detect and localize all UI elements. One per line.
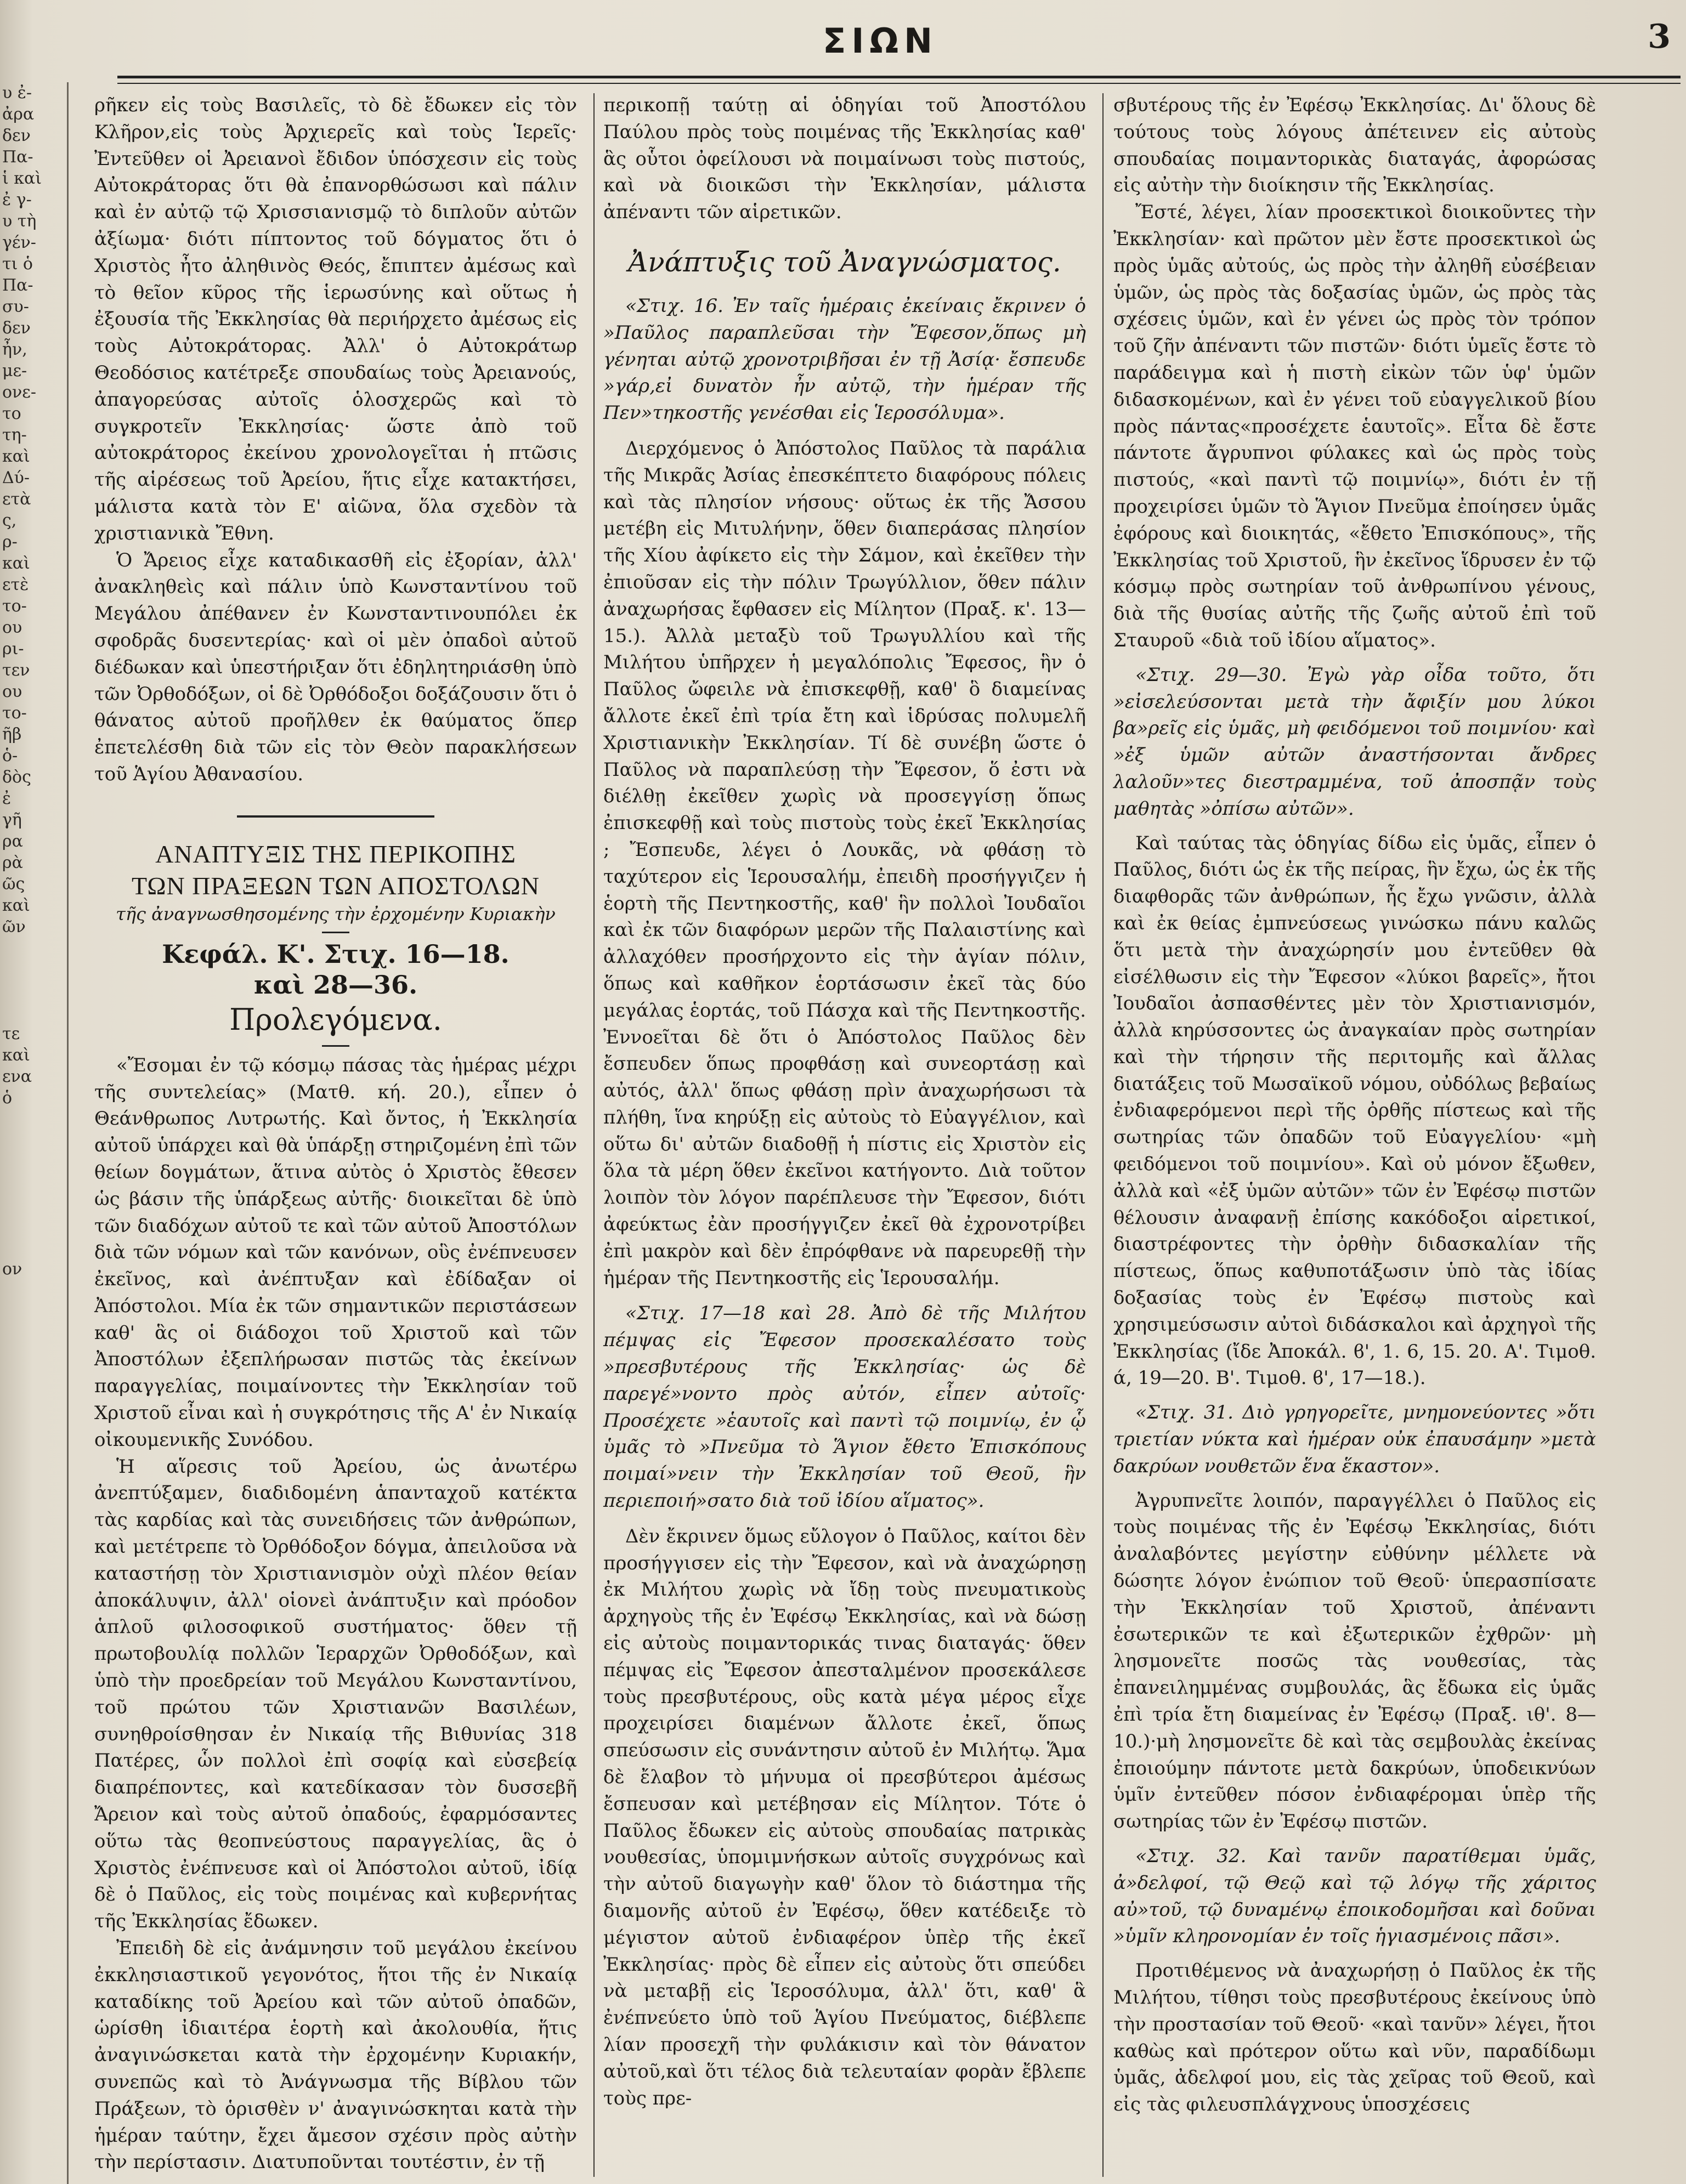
column-3: [1113, 92, 1596, 2118]
divider-dash: [322, 1045, 349, 1047]
gutter-fragment: [2, 1408, 67, 1429]
gutter-fragment: [2, 938, 67, 959]
gutter-fragment: [2, 1387, 67, 1408]
gutter-fragment: ῆβ: [2, 725, 22, 744]
gutter-fragment: ετὲ: [2, 575, 29, 594]
gutter-fragment: ετὰ: [2, 490, 31, 509]
gutter-fragment: ῶς: [2, 875, 25, 894]
scripture-quote: «Στιχ. 29—30. Ἐγὼ γὰρ οἶδα τοῦτο, ὅτι »εἰσελεύσονται μετὰ τὴν ἄφιξίν μου λύκοι βα»ρεῖς εἰς ὑμᾶς, μὴ φειδόμενοι τοῦ ποιμνίου· καὶ »ἐξ ὑμῶν αὐτῶν ἀναστήσονται ἄνδρες λαλοῦν»τες διεστραμμένα, τοῦ ἀποσπᾷν τοὺς μαθητὰς »ὀπίσω αὐτῶν».: [1113, 663, 1596, 820]
gutter-fragment: με-: [2, 361, 27, 381]
paragraph: Διερχόμενος ὁ Ἀπόστολος Παῦλος τὰ παράλια τῆς Μικρᾶς Ἀσίας ἐπεσκέπτετο διαφόρους πόλεις καὶ τὰς πλησίον νήσους· οὕτως ἐκ τῆς Ἄσσου μετέβη εἰς Μιτυλήνην, ὅθεν διαπεράσας πλησίον τῆς Χίου ἀφίκετο εἰς τὴν Σάμον, καὶ ἐκεῖθεν τὴν ἐπιοῦσαν εἰς τὴν πόλιν Τρωγύλλιον, ὅθεν πάλιν ἀναχωρήσας ἔφθασεν εἰς Μίλητον (Πραξ. κ'. 13—15.). Ἀλλὰ μεταξὺ τοῦ Τρωγυλλίου καὶ τῆς Μιλήτου ὑπῆρχεν ἡ μεγαλόπολις Ἔφεσος, ἣν ὁ Παῦλος ὤφειλε νὰ ἐπισκεφθῇ, καθ' ὃ διαμείνας ἄλλοτε ἐκεῖ ἐπὶ τρία ἔτη καὶ ἱδρύσας πολυμελῆ Χριστιανικὴν Ἐκκλησίαν. Τί δὲ συνέβη ὥστε ὁ Παῦλος νὰ παραπλεύσῃ τὴν Ἔφεσον, ὅ ἐστι νὰ διέλθῃ ἐκεῖθεν χωρὶς νὰ προσεγγίσῃ ὅπως ἐπισκεφθῇ καὶ τοὺς πιστοὺς τοὺς ἐκεῖ Ἐκκλησίας ; Ἔσπευδε, λέγει ὁ Λουκᾶς, νὰ φθάσῃ τὸ ταχύτερον εἰς Ἱερουσαλήμ, ἐπειδὴ προσήγγιζεν ἡ ἑορτὴ τῆς Πεντηκοστῆς, καθ' ἣν πολλοὶ Ἰουδαῖοι καὶ ἐκ τῶν διαφόρων μερῶν τῆς Παλαιστίνης καὶ ἀλλαχόθεν προσήρχοντο εἰς τὴν ἁγίαν πόλιν, ὅπως καὶ καθῆκον ἑορτάσωσιν ἐκεῖ τὰς δύο μεγάλας ἑορτάς, τοῦ Πάσχα καὶ τῆς Πεντηκοστῆς. Ἐννοεῖται δὲ ὅτι ὁ Ἀπόστολος Παῦλος δὲν ἔσπευδεν ὅπως προφθάσῃ καὶ συνεορτάσῃ καὶ αὐτός, ἀλλ' ὅπως φθάσῃ πρὶν ἀναχωρήσωσι τὰ πλήθη, ἵνα κηρύξῃ εἰς αὐτοὺς τὸ Εὐαγγέλιον, καὶ οὕτω δι' αὐτῶν διαδοθῇ ἡ πίστις εἰς Χριστὸν εἰς ὅλα τὰ μέρη ὅθεν ἐκεῖνοι κατήγοντο. Διὰ τοῦτον λοιπὸν τὸν λόγον παρέπλευσε τὴν Ἔφεσον, διότι ἀφεύκτως ἐὰν προσήγγιζεν ἐκεῖ θὰ ἐχρονοτρίβει ἐπὶ μακρὸν καὶ δὲν ἐπρόφθανε νὰ παρευρεθῇ τὴν ἡμέραν τῆς Πεντηκοστῆς εἰς Ἱερουσαλήμ.: [603, 437, 1086, 1289]
gutter-fragment: [2, 980, 67, 1002]
scripture-quote: «Στιχ. 16. Ἐν ταῖς ἡμέραις ἐκείναις ἔκρινεν ὁ »Παῦλος παραπλεῦσαι τὴν Ἔφεσον,ὅπως μὴ γένηται αὐτῷ χρονοτριβῆσαι ἐν τῇ Ἀσίᾳ· ἔσπευδε »γάρ,εἰ δυνατὸν ἦν αὐτῷ, τὴν ἡμέραν τῆς Πεν»τηκοστῆς γενέσθαι εἰς Ἱεροσόλυμα».: [603, 294, 1086, 424]
gutter-fragment: Πα-: [2, 276, 33, 295]
gutter-fragment: ου: [2, 618, 22, 637]
gutter-fragment: ρὰ: [2, 853, 23, 872]
paragraph: Δὲν ἔκρινεν ὅμως εὔλογον ὁ Παῦλος, καίτοι δὲν προσήγγισεν εἰς τὴν Ἔφεσον, καὶ νὰ ἀναχώρησῃ ἐκ Μιλήτου χωρὶς νὰ ἴδῃ τοὺς πνευματικοὺς ἀρχηγοὺς τῆς ἐν Ἐφέσῳ Ἐκκλησίας, καὶ νὰ δώσῃ εἰς αὐτοὺς ποιμαντορικάς τινας διαταγάς· ὅθεν πέμψας εἰς Ἔφεσον ἀπεσταλμένον προσεκάλεσε τοὺς πρεσβυτέρους, οὓς κατὰ μέγα μέρος εἶχε προχειρίσει διαμένων ἄλλοτε ἐκεῖ, ὅπως σπεύσωσιν εἰς συνάντησιν αὐτοῦ ἐν Μιλήτῳ. Ἅμα δὲ ἔλαβον τὸ μήνυμα οἱ πρεσβύτεροι ἀμέσως ἔσπευσαν καὶ μετέβησαν εἰς Μίλητον. Τότε ὁ Παῦλος ἔδωκεν εἰς αὐτοὺς σπουδαίας πατρικὰς νουθεσίας, ὑπομιμνήσκων αὐτοῖς συγχρόνως καὶ τὴν αὐτοῦ διαγωγὴν καθ' ὅλον τὸ διάστημα τῆς διαμονῆς αὐτοῦ ἐν Ἐφέσῳ, ὅθεν κατέδειξε τὸ μέγιστον αὐτοῦ ἐνδιαφέρον ὑπὲρ τῆς ἐκεῖ Ἐκκλησίας· πρὸς δὲ εἶπεν εἰς αὐτοὺς ὅτι σπεύδει νὰ μεταβῇ εἰς Ἱεροσόλυμα, ἀλλ' ὅτι, καθ' ἃ ἐνέπνεύετο ὑπὸ τοῦ Ἁγίου Πνεύματος, διέβλεπε λίαν προσεχῆ τὴν φυλάκισιν καὶ τὸν θάνατον αὐτοῦ,καὶ ὅτι τέλος διὰ τελευταίαν φορὰν ἔβλεπε τοὺς πρε-: [603, 1525, 1086, 2109]
gutter-fragment: το-: [2, 704, 27, 723]
gutter-fragment: τεν: [2, 661, 30, 680]
gutter-fragment: γέν-: [2, 233, 36, 252]
gutter-fragment: τι ὁ: [2, 254, 33, 274]
paragraph: Ἔστέ, λέγει, λίαν προσεκτικοὶ διοικοῦντες τὴν Ἐκκλησίαν· καὶ πρῶτον μὲν ἔστε προσεκτικοὶ ὡς πρὸς ὑμᾶς αὐτούς, ὡς πρὸς τὴν ἀληθῆ εὐσέβειαν ὑμῶν, ὡς πρὸς τὰς δοξασίας ὑμῶν, ὡς πρὸς τὰς σχέσεις ὑμῶν, καὶ ἐν γένει ὡς πρὸς τὸν τρόπον τοῦ ζῆν ἀπέναντι τῶν πιστῶν· διότι ὑμεῖς ἔστε τὸ παράδειγμα καὶ ἡ πιστὴ εἰκὼν τῶν ὑφ' ὑμῶν διδασκομένων, καὶ ἐν γένει τοῦ εὐαγγελικοῦ βίου πρὸς πάντας«προσέχετε ἑαυτοῖς». Εἶτα δὲ ἔστε πάντοτε ἄγρυπνοι φύλακες καὶ ὡς πρὸς τοὺς πιστούς, «καὶ παντὶ τῷ ποιμνίῳ», διότι ἐν τῇ προχειρίσει ὑμῶν τὸ Ἅγιον Πνεῦμα ἐποίησεν ὑμᾶς ἐφόρους καὶ διοικητάς, «ἔθετο Ἐπισκόπους», τῆς Ἐκκλησίας τοῦ Χριστοῦ, ἣν ἐκεῖνος ἵδρυσεν ἐν τῷ κόσμῳ πρὸς σωτηρίαν τοῦ ἀνθρωπίνου γένους, διὰ τῆς θυσίας αὐτῆς τῆς ζωῆς αὐτοῦ ἐπὶ τοῦ Σταυροῦ «διὰ τοῦ ἰδίου αἵματος».: [1113, 201, 1596, 651]
gutter-fragment: καὶ: [2, 447, 30, 466]
left-gutter-fragment: [0, 82, 69, 2184]
gutter-fragment: [2, 959, 67, 980]
gutter-fragment: [2, 1323, 67, 1344]
paragraph: Ἐπειδὴ δὲ εἰς ἀνάμνησιν τοῦ μεγάλου ἐκείνου ἐκκλησιαστικοῦ γεγονότος, ἥτοι τῆς ἐν Νικαίᾳ καταδίκης τοῦ Ἀρείου καὶ τῶν αὐτοῦ ὀπαδῶν, ὡρίσθη ἰδιαιτέρα ἑορτὴ καὶ ἀκολουθία, ἥτις ἀναγινώσκεται κατὰ τὴν ἐρχομένην Κυριακήν, συνεπῶς καὶ τὸ Ἀνάγνωσμα τῆς Βίβλου τῶν Πράξεων, τὸ ὁρισθὲν ν' ἀναγινώσκηται κατὰ τὴν ἡμέραν ταύτην, ἔχει ἄμεσον σχέσιν πρὸς αὐτὴν τὴν περίστασιν. Διατυποῦνται τουτέστιν, ἐν τῇ: [94, 1937, 577, 2174]
scripture-quote: «Στιχ. 32. Καὶ τανῦν παρατίθεμαι ὑμᾶς, ἀ»δελφοί, τῷ Θεῷ καὶ τῷ λόγῳ τῆς χάριτος αὐ»τοῦ, τῷ δυναμένῳ ἐποικοδομῆσαι καὶ δοῦναι »ὑμῖν κληρονομίαν ἐν τοῖς ἡγιασμένοις πᾶσι».: [1113, 1845, 1596, 1948]
gutter-fragment: [2, 1365, 67, 1387]
paragraph: Προτιθέμενος νὰ ἀναχωρήσῃ ὁ Παῦλος ἐκ τῆς Μιλήτου, τίθησι τοὺς πρεσβυτέρους ἐκείνους ὑπὸ τὴν προστασίαν τοῦ Θεοῦ· «καὶ τανῦν» λέγει, ἤτοι καθὼς καὶ πρότερον οὕτω καὶ νῦν, παραδίδωμι ὑμᾶς, ἀδελφοί μου, εἰς τὰς χεῖρας τοῦ Θεοῦ, καὶ εἰς τὰς φιλευσπλάγχνους ὑποσχέσεις: [1113, 1960, 1596, 2116]
gutter-fragment: [2, 1109, 67, 1130]
chapter-reference-2: καὶ 28—36.: [253, 969, 418, 1000]
gutter-fragment: καὶ: [2, 1046, 30, 1065]
gutter-fragment: ὁ: [2, 1088, 13, 1108]
gutter-fragment: το: [2, 404, 21, 423]
column-divider-1: [593, 93, 595, 2177]
gutter-fragment: [2, 1429, 67, 1451]
article-heading-line-1: ΑΝΑΠΤΥΞΙΣ ΤΗΣ ΠΕΡΙΚΟΠΗΣ: [155, 839, 516, 868]
gutter-fragment: ρ-: [2, 532, 18, 552]
gutter-fragment: ου: [2, 682, 22, 701]
paragraph: Ἡ αἵρεσις τοῦ Ἀρείου, ὡς ἀνωτέρω ἀνεπτύξαμεν, διαδιδομένη ἁπανταχοῦ κατέκτα τὰς καρδίας καὶ τὰς συνειδήσεις τῶν ἀνθρώπων, καὶ μετέτρεπε τὸ Ὀρθόδοξον δόγμα, ἀπειλοῦσα νὰ καταστήσῃ τὸν Χριστιανισμὸν οὐχὶ πλέον θείαν ἀποκάλυψιν, ἀλλ' οἱονεὶ ἀνάπτυξιν καὶ πρόοδον ἁπλοῦ φιλοσοφικοῦ συστήματος· ὅθεν τῇ πρωτοβουλίᾳ πολλῶν Ἱεραρχῶν Ὀρθοδόξων, καὶ ὑπὸ τὴν προεδρείαν τοῦ Μεγάλου Κωνσταντίνου, τοῦ πρώτου τῶν Χριστιανῶν Βασιλέων, συνηθροίσθησαν ἐν Νικαίᾳ τῆς Βιθυνίας 318 Πατέρες, ὧν πολλοὶ ἐπὶ σοφίᾳ καὶ εὐσεβείᾳ διαπρέποντες, καὶ κατεδίκασαν τὸν δυσσεβῆ Ἄρειον καὶ τοὺς αὐτοῦ ὀπαδούς, ἐφαρμόσαντες οὕτω τὰς θεοπνεύστους παραγγελίας, ἃς ὁ Χριστὸς ἐνέπνευσε καὶ οἱ Ἀπόστολοι αὐτοῦ, ἰδίᾳ δὲ ὁ Παῦλος, εἰς τοὺς ποιμένας καὶ κυβερνήτας τῆς Ἐκκλησίας ἔδωκεν.: [94, 1455, 577, 1933]
gutter-fragment: ἐ: [2, 789, 12, 808]
gutter-fragment: Δύ-: [2, 468, 30, 487]
section-title-development: Ἀνάπτυξις τοῦ Ἀναγνώσματος.: [628, 246, 1061, 278]
gutter-fragment: καὶ: [2, 896, 30, 915]
gutter-fragment: [2, 1344, 67, 1365]
gutter-fragment: τη-: [2, 426, 27, 445]
gutter-fragment: ἐ γ-: [2, 190, 32, 209]
paragraph: «Ἔσομαι ἐν τῷ κόσμῳ πάσας τὰς ἡμέρας μέχρι τῆς συντελείας» (Ματθ. κή. 20.), εἶπεν ὁ Θεάνθρωπος Λυτρωτής. Καὶ ὄντος, ἡ Ἐκκλησία αὐτοῦ ὑπάρχει καὶ θὰ ὑπάρξῃ στηριζομένη ἐπὶ τῶν θείων δογμάτων, ἅτινα αὐτὸς ὁ Χριστὸς ἔθεσεν ὡς βάσιν τῆς ὑπάρξεως αὐτῆς· διοικεῖται δὲ ὑπὸ τῶν διαδόχων αὐτοῦ τε καὶ τῶν αὐτοῦ Ἀποστόλων διὰ τῶν νόμων καὶ τῶν κανόνων, οὓς ἐνέπνευσεν ἐκεῖνος, καὶ ἀνέπτυξαν καὶ ἐδίδαξαν οἱ Ἀπόστολοι. Μία ἐκ τῶν σημαντικῶν περιστάσεων καθ' ἃς οἱ διάδοχοι τοῦ Χριστοῦ καὶ τῶν Ἀποστόλων ἐξεπλήρωσαν πιστῶς τὰς ἐκείνων παραγγελίας, ποιμαίνοντες τὴν Ἐκκλησίαν τοῦ Χριστοῦ εἶναι καὶ ἡ συγκρότησις τῆς Α' ἐν Νικαίᾳ οἰκουμενικῆς Συνόδου.: [94, 1054, 577, 1451]
gutter-fragment: καὶ: [2, 554, 30, 573]
gutter-fragment: ἀρα: [2, 105, 35, 124]
gutter-fragment: [2, 1515, 67, 1536]
gutter-fragment: το-: [2, 597, 27, 616]
gutter-fragment: [2, 1173, 67, 1194]
column-1: [94, 92, 577, 2176]
gutter-fragment: ονε-: [2, 383, 36, 402]
gutter-fragment: ρα: [2, 832, 23, 851]
gutter-fragment: [2, 1151, 67, 1173]
gutter-fragment: [2, 1536, 67, 1558]
gutter-fragment: [2, 1194, 67, 1216]
gutter-fragment: γῆ: [2, 810, 22, 830]
gutter-fragment: [2, 1494, 67, 1515]
page-number: 3: [1648, 18, 1671, 56]
gutter-fragment: δὸς: [2, 768, 31, 787]
gutter-fragment: υ ἐ-: [2, 83, 32, 103]
gutter-fragment: [2, 1301, 67, 1323]
article-heading-line-2: ΤΩΝ ΠΡΑΞΕΩΝ ΤΩΝ ΑΠΟΣΤΟΛΩΝ: [132, 871, 540, 900]
gutter-fragment: Πα-: [2, 148, 33, 167]
scripture-quote: «Στιχ. 17—18 καὶ 28. Ἀπὸ δὲ τῆς Μιλήτου πέμψας εἰς Ἔφεσον προσεκαλέσατο τοὺς »πρεσβυτέρους τῆς Ἐκκλησίας· ὡς δὲ παρεγέ»νοντο πρὸς αὐτόν, εἶπεν αὐτοῖς· Προσέχετε »ἑαυτοῖς καὶ παντὶ τῷ ποιμνίῳ, ἐν ᾧ ὑμᾶς τὸ »Πνεῦμα τὸ Ἅγιον ἔθετο Ἐπισκόπους ποιμαί»νειν τὴν Ἐκκλησίαν τοῦ Θεοῦ, ἣν περιεποιή»σατο διὰ τοῦ ἰδίου αἵματος».: [603, 1302, 1086, 1512]
gutter-fragment: [2, 1216, 67, 1237]
gutter-fragment: ῶν: [2, 917, 26, 937]
gutter-fragment: [2, 1237, 67, 1258]
paragraph: Ὁ Ἄρειος εἶχε καταδικασθῆ εἰς ἐξορίαν, ἀλλ' ἀνακληθεὶς καὶ πάλιν ὑπὸ Κωνσταντίνου τοῦ Μεγάλου ἀπέθανεν ἐν Κωνσταντινουπόλει ἐκ σφοδρᾶς δυσεντερίας· καὶ οἱ μὲν ὀπαδοὶ αὐτοῦ διέδωκαν καὶ ὑπεστήριξαν ὅτι ἐδηλητηριάσθη ὑπὸ τῶν Ὀρθοδόξων, οἱ δὲ Ὀρθόδοξοι δοξάζουσιν ὅτι ὁ θάνατος αὐτοῦ προῆλθεν ἐκ θαύματος ὅπερ ἐπετελέσθη διὰ τῶν εἰς τὸν Θεὸν παρακλήσεων τοῦ Ἁγίου Ἀθανασίου.: [94, 549, 577, 785]
gutter-fragment: υ τὴ: [2, 212, 37, 231]
gutter-fragment: [2, 1130, 67, 1151]
scripture-quote: «Στιχ. 31. Διὸ γρηγορεῖτε, μνημονεύοντες »ὅτι τριετίαν νύκτα καὶ ἡμέραν οὐκ ἐπαυσάμην »μετὰ δακρύων νουθετῶν ἕνα ἕκαστον».: [1113, 1402, 1596, 1477]
paragraph: Ἀγρυπνεῖτε λοιπόν, παραγγέλλει ὁ Παῦλος εἰς τοὺς ποιμένας τῆς ἐν Ἐφέσῳ Ἐκκλησίας, διότι ἀναλαβόντες μεγίστην εὐθύνην μέλλετε νὰ δώσητε λόγον ἐνώπιον τοῦ Θεοῦ· ὑπερασπίσατε τὴν Ἐκκλησίαν τοῦ Χριστοῦ, ἀπέναντι ἐσωτερικῶν τε καὶ ἐξωτερικῶν ἐχθρῶν· μὴ λησμονεῖτε ποσῶς τὰς νουθεσίας, τὰς ἐπανειλημμένας συμβουλάς, ἃς ἔδωκα εἰς ὑμᾶς ἐπὶ τρία ἔτη διαμείνας ἐν Ἐφέσῳ (Πραξ. ιθ'. 8—10.)·μὴ λησμονεῖτε δὲ καὶ τὰς σεμβουλὰς ἐκείνας ἐποιούμην πάντοτε μετὰ δακρύων, ὑποδεικνύων ὑμῖν ἐντεῦθεν πόσον ἐνδιαφέρομαι ὑπὲρ τῆς σωτηρίας τῶν ἐν Ἐφέσῳ πιστῶν.: [1113, 1489, 1596, 1833]
section-title-prolegomena: Προλεγόμενα.: [229, 1002, 442, 1037]
gutter-fragment: τε: [2, 1024, 20, 1043]
gutter-fragment: ἦν,: [2, 340, 27, 359]
paragraph: ρῆκεν εἰς τοὺς Βασιλεῖς, τὸ δὲ ἔδωκεν εἰς τὸν Κλῆρον,εἰς τοὺς Ἀρχιερεῖς καὶ τοὺς Ἱερεῖς· Ἐντεῦθεν οἱ Ἀρειανοὶ ἔδιδον ὑπόσχεσιν εἰς τοὺς Αὐτοκράτορας ὅτι θὰ ἐπανορθώσωσι καὶ πάλιν καὶ ἐν αὐτῷ τῷ Χρισσιανισμῷ τὸ διπλοῦν αὐτῶν ἀξίωμα· διότι πίπτοντος τοῦ δόγματος ὅτι ὁ Χριστὸς ἦτο ἀληθινὸς Θεός, ἔπιπτεν ἀμέσως καὶ τὸ θεῖον κῦρος τῆς ἱερωσύνης καὶ οὕτως ἡ ἐξουσία τῆς Ἐκκλησίας θὰ περιήρχετο ἀμέσως εἰς τοὺς Αὐτοκράτορας. Ἀλλ' ὁ Αὐτοκράτωρ Θεοδόσιος κατέτρεξε σπουδαίως τοὺς Ἀρειανούς, ἀπαγορεύσας αὐτοῖς ὁλοσχερῶς καὶ τὸ συγκροτεῖν Ἐκκλησίας· ὥστε ἀπὸ τοῦ αὐτοκράτορος ἐκείνου χρονολογεῖται ἡ πτῶσις τῆς αἱρέσεως τοῦ Ἀρείου, ἥτις εἶχε κατακτήσει, μάλιστα κατὰ τὸν Ε' αἰῶνα, ὅλα σχεδὸν τὰ χριστιανικὰ Ἔθνη.: [94, 94, 577, 544]
divider-dash: [322, 932, 349, 933]
gutter-fragment: ον: [2, 1260, 22, 1279]
newspaper-title: ΣΙΩΝ: [822, 21, 938, 61]
gutter-fragment: [2, 1451, 67, 1472]
column-2: [603, 92, 1086, 2112]
gutter-fragment: συ-: [2, 297, 29, 316]
paragraph: σβυτέρους τῆς ἐν Ἐφέσῳ Ἐκκλησίας. Δι' ὅλους δὲ τούτους τοὺς λόγους ἀπέτεινεν εἰς αὐτοὺς σπουδαίας ποιμαντορικὰς διαταγάς, ἀφορώσας εἰς αὐτὴν τὴν διοίκησιν τῆς Ἐκκλησίας.: [1113, 94, 1596, 197]
gutter-fragment: [2, 1280, 67, 1301]
gutter-fragment: [2, 1472, 67, 1494]
masthead-rule: [117, 76, 1681, 84]
gutter-fragment: [2, 1002, 67, 1023]
gutter-fragment: ς,: [2, 511, 17, 530]
paragraph: περικοπῇ ταύτῃ αἱ ὁδηγίαι τοῦ Ἀποστόλου Παύλου πρὸς τοὺς ποιμένας τῆς Ἐκκλησίας καθ' ἃς οὗτοι ὀφείλουσι νὰ ποιμαίνωσι τοὺς πιστούς, καὶ νὰ διοικῶσι τὴν Ἐκκλησίαν, μάλιστα ἀπέναντι τῶν αἱρετικῶν.: [603, 94, 1086, 224]
column-divider-2: [1102, 93, 1104, 2177]
gutter-fragment: ενα: [2, 1067, 32, 1086]
gutter-fragment: δεν: [2, 319, 31, 338]
gutter-fragment: δεν: [2, 126, 31, 145]
chapter-reference: Κεφάλ. Κ'. Στιχ. 16—18.: [162, 939, 510, 969]
gutter-fragment: ἱ καὶ: [2, 169, 42, 188]
gutter-fragment: ὁ-: [2, 746, 18, 765]
gutter-fragment: ρι-: [2, 639, 24, 659]
article-subheading: τῆς ἀναγνωσθησομένης τὴν ἐρχομένην Κυριακὴν: [116, 903, 556, 924]
masthead: [82, 18, 1678, 76]
paragraph: Καὶ ταύτας τὰς ὁδηγίας δίδω εἰς ὑμᾶς, εἶπεν ὁ Παῦλος, διότι ὡς ἐκ τῆς πείρας, ἣν ἔχω, ὡς ἐκ τῆς διαφθορᾶς τῶν ἀνθρώπων, ἧς ἔχω γνῶσιν, ἀλλὰ καὶ ἐκ θείας ἐμπνεύσεως γινώσκω πάνυ καλῶς ὅτι μετὰ τὴν ἀναχώρησίν μου ἐντεῦθεν θὰ εἰσέλθωσιν εἰς τὴν Ἔφεσον «λύκοι βαρεῖς», ἤτοι Ἰουδαῖοι ἀσπασθέντες μὲν τὸν Χριστιανισμόν, ἀλλὰ κηρύσσοντες ὡς ἀναγκαίαν πρὸς σωτηρίαν καὶ τὴν τήρησιν τῆς περιτομῆς καὶ ἄλλας διατάξεις τοῦ Μωσαϊκοῦ νόμου, οὐδόλως βεβαίως ἐνδιαφερόμενοι περὶ τῆς ὀρθῆς πίστεως καὶ τῆς σωτηρίας τῶν ὀπαδῶν τοῦ Εὐαγγελίου· «μὴ φειδόμενοι τοῦ ποιμνίου». Καὶ οὐ μόνον ἔξωθεν, ἀλλὰ καὶ «ἐξ ὑμῶν αὐτῶν» τῶν ἐν Ἐφέσῳ πιστῶν θέλουσιν ἀναφανῇ ἐπίσης κακόδοξοι αἱρετικοί, διαστρέφοντες τὴν ὀρθὴν διδασκαλίαν τῆς πίστεως, ὅπως καθυποτάξωσιν ὑπὸ τὰς ἰδίας δοξασίας τοὺς ἐν Ἐφέσῳ πιστοὺς καὶ χρησιμεύσωσιν αὐτοὶ διδάσκαλοι καὶ ἀρχηγοὶ τῆς Ἐκκλησίας (ἴδε Ἀποκάλ. ϐ', 1. 6, 15. 20. Α'. Τιμοθ. ά, 19—20. Β'. Τιμοθ. ϐ', 17—18.).: [1113, 832, 1596, 1389]
